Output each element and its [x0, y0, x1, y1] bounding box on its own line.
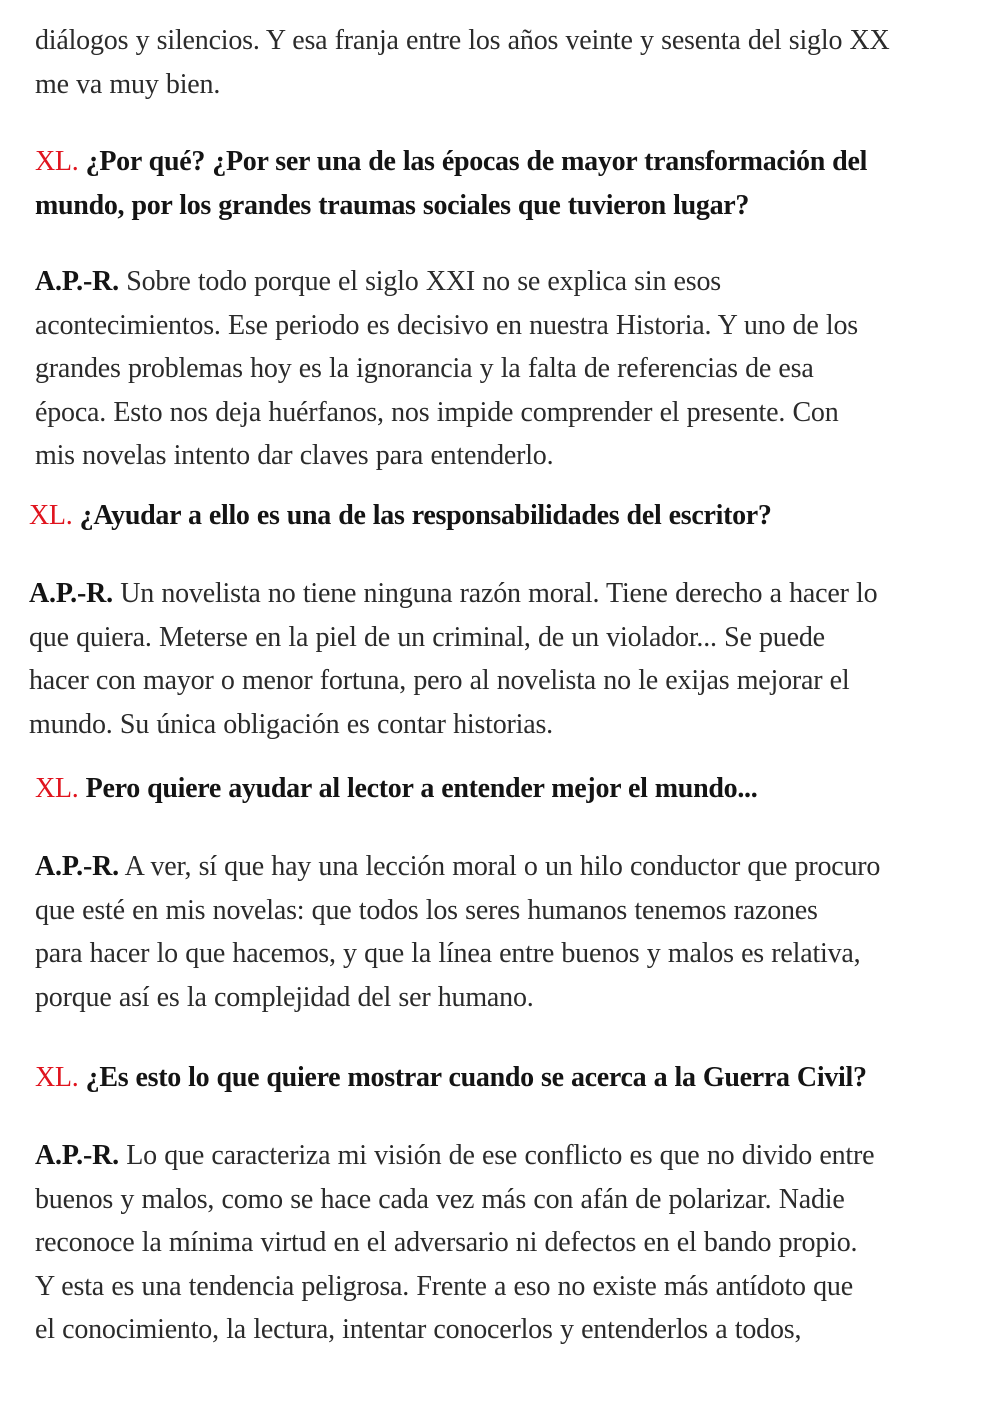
answer-marker: A.P.-R.: [35, 851, 119, 882]
answer-text: Un novelista no tiene ninguna razón moral. Tiene derecho a hacer lo: [120, 578, 878, 609]
text-line: diálogos y silencios. Y esa franja entre los años veinte y sesenta del siglo XX: [35, 25, 890, 56]
question-text: ¿Es esto lo que quiere mostrar cuando se acerca a la Guerra Civil?: [85, 1062, 867, 1093]
answer-4: [35, 1134, 874, 1352]
answer-line: el conocimiento, la lectura, intentar conocerlos y entenderlos a todos,: [35, 1314, 802, 1345]
question-marker: XL.: [29, 500, 73, 531]
answer-2: [29, 572, 877, 746]
question-line: [35, 767, 757, 811]
answer-line: grandes problemas hoy es la ignorancia y la falta de referencias de esa: [35, 353, 814, 384]
answer-line: que esté en mis novelas: que todos los seres humanos tenemos razones: [35, 894, 818, 926]
answer-1: [35, 260, 858, 478]
answer-line: Y esta es una tendencia peligrosa. Frente a eso no existe más antídoto que: [35, 1270, 853, 1302]
intro-paragraph: [35, 19, 890, 106]
question-marker: XL.: [35, 1062, 79, 1093]
answer-3: [35, 845, 880, 1019]
answer-line: buenos y malos, como se hace cada vez más con afán de polarizar. Nadie: [35, 1183, 845, 1215]
question-4: [35, 1056, 867, 1100]
answer-line: [35, 1134, 874, 1178]
answer-marker: A.P.-R.: [29, 578, 113, 609]
question-text: ¿Ayudar a ello es una de las responsabilidades del escritor?: [79, 500, 772, 531]
question-2: [29, 494, 772, 538]
answer-line: [35, 845, 880, 889]
answer-line: época. Esto nos deja huérfanos, nos impide comprender el presente. Con: [35, 396, 839, 428]
answer-line: reconoce la mínima virtud en el adversario ni defectos en el bando propio.: [35, 1227, 858, 1258]
text-line: me va muy bien.: [35, 68, 221, 100]
answer-text: A ver, sí que hay una lección moral o un hilo conductor que procuro: [124, 851, 881, 882]
answer-text: Lo que caracteriza mi visión de ese conflicto es que no divido entre: [126, 1140, 875, 1171]
answer-line: para hacer lo que hacemos, y que la línea entre buenos y malos es relativa,: [35, 938, 861, 969]
answer-line: mundo. Su única obligación es contar historias.: [29, 708, 553, 740]
question-line: mundo, por los grandes traumas sociales que tuvieron lugar?: [35, 189, 750, 221]
answer-line: acontecimientos. Ese periodo es decisivo en nuestra Historia. Y uno de los: [35, 309, 858, 341]
answer-line: mis novelas intento dar claves para entenderlo.: [35, 440, 554, 471]
question-1: [35, 140, 867, 227]
question-marker: XL.: [35, 146, 79, 177]
question-text: Pero quiere ayudar al lector a entender mejor el mundo...: [85, 773, 758, 804]
question-line: [29, 494, 772, 538]
answer-line: porque así es la complejidad del ser humano.: [35, 981, 534, 1013]
answer-line: [29, 572, 877, 616]
question-line: [35, 140, 867, 184]
answer-line: [35, 260, 858, 304]
answer-text: Sobre todo porque el siglo XXI no se explica sin esos: [126, 266, 721, 297]
answer-marker: A.P.-R.: [35, 1140, 119, 1171]
question-line: [35, 1056, 867, 1100]
question-marker: XL.: [35, 773, 79, 804]
question-text: ¿Por qué? ¿Por ser una de las épocas de mayor transformación del: [85, 146, 868, 177]
answer-line: que quiera. Meterse en la piel de un criminal, de un violador... Se puede: [29, 621, 825, 653]
answer-marker: A.P.-R.: [35, 266, 119, 297]
answer-line: hacer con mayor o menor fortuna, pero al novelista no le exijas mejorar el: [29, 665, 850, 696]
question-3: [35, 767, 757, 811]
